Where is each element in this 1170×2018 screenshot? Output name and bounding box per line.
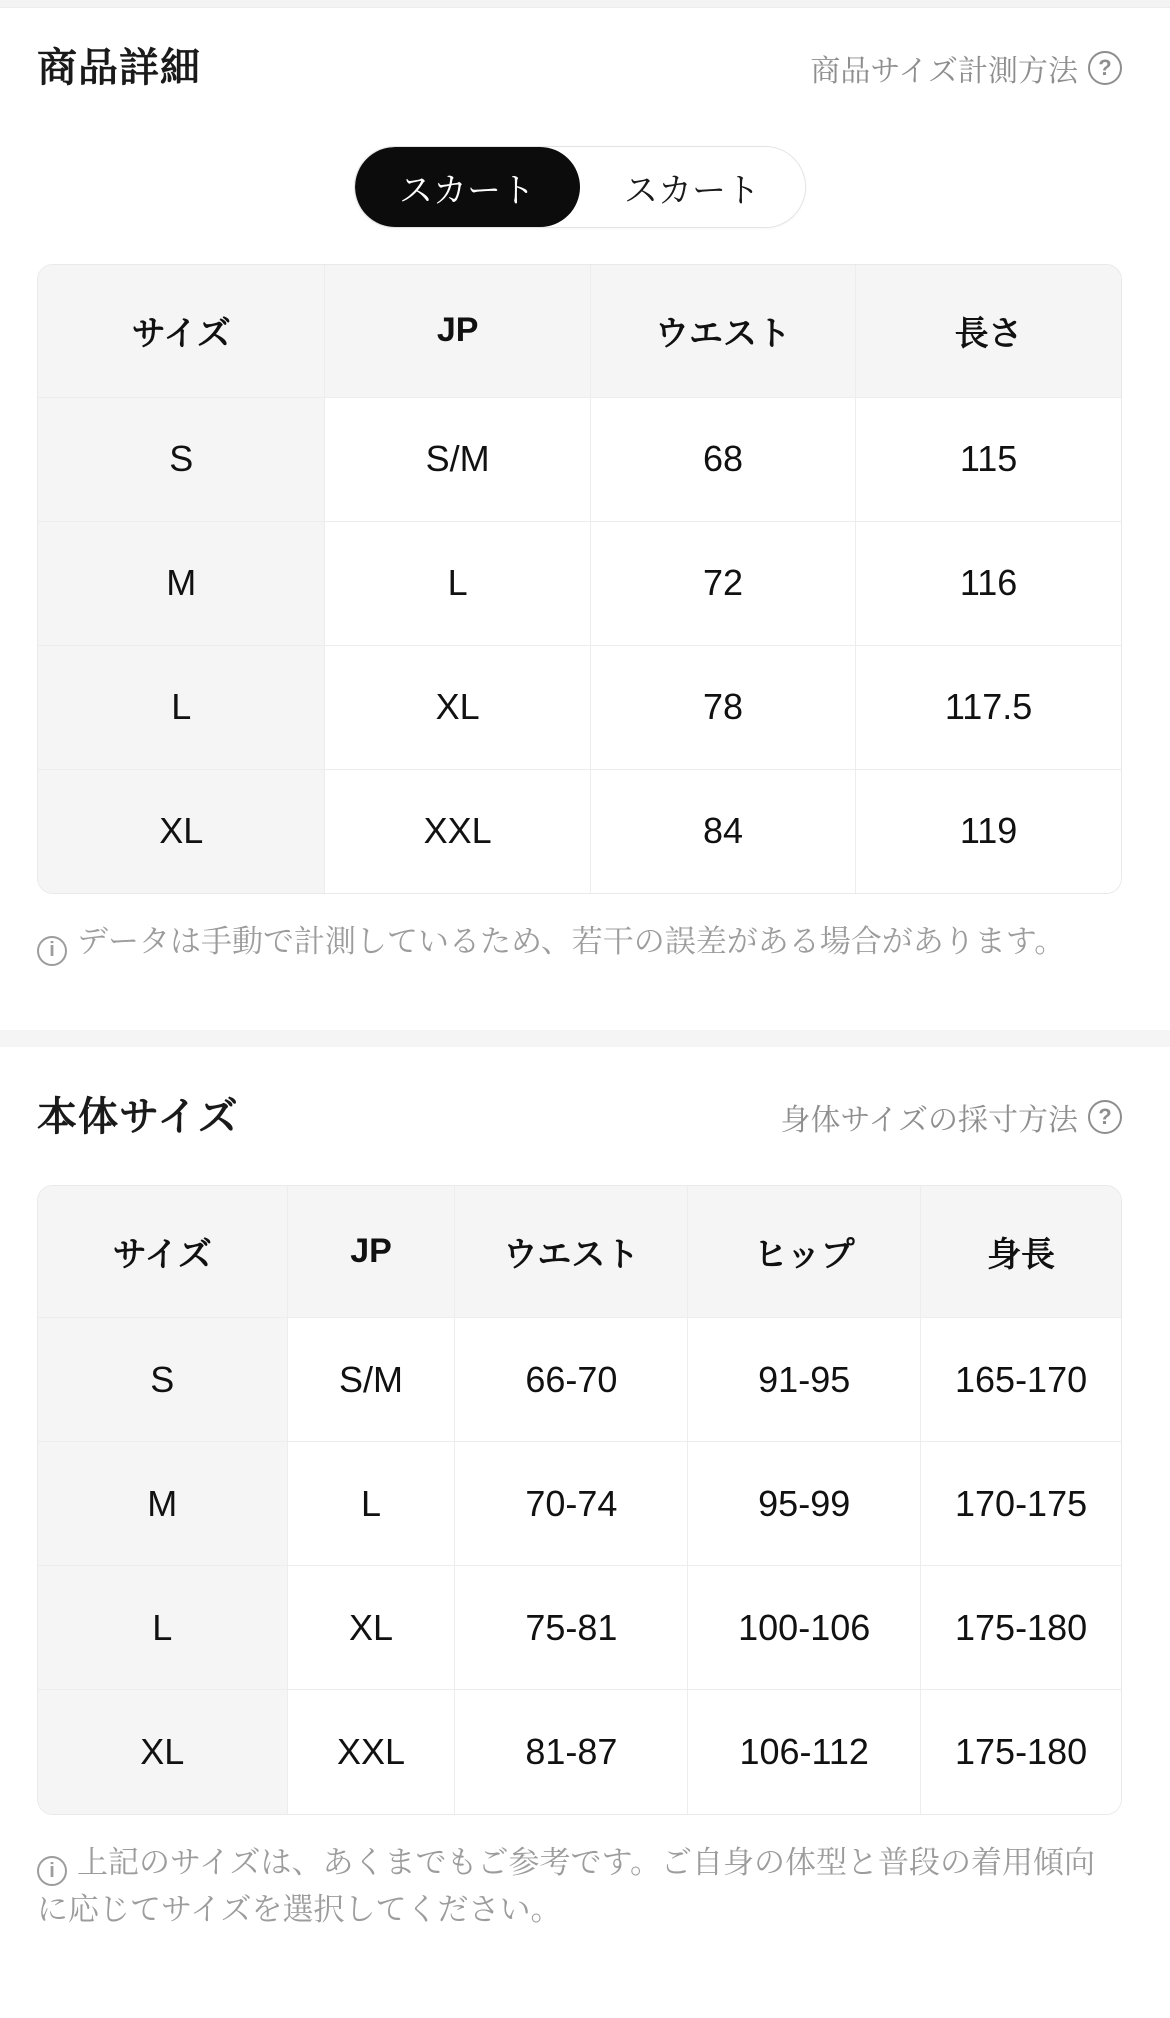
cell-waist: 70-74 — [455, 1442, 688, 1566]
cell-jp: XXL — [287, 1690, 455, 1814]
body-table-row-s — [38, 1318, 1121, 1442]
cell-height: 175-180 — [921, 1566, 1121, 1690]
body-size-note-text: 上記のサイズは、あくまでもご参考です。ご自身の体型と普段の着用傾向に応じてサイズを選択してください。 — [37, 1844, 1096, 1927]
col-header-hip: ヒップ — [688, 1186, 921, 1318]
product-size-table-card — [37, 264, 1122, 894]
product-section-header — [37, 8, 1122, 92]
toggle-option-skirt-selected[interactable]: スカート — [355, 147, 580, 227]
cell-size: L — [38, 1566, 287, 1690]
cell-hip: 91-95 — [688, 1318, 921, 1442]
body-measure-method-label: 身体サイズの採寸方法 — [780, 1103, 1078, 1137]
cell-waist: 75-81 — [455, 1566, 688, 1690]
col-header-jp: JP — [287, 1186, 455, 1318]
col-header-size: サイズ — [38, 265, 325, 397]
page-title-body-size: 本体サイズ — [37, 1094, 239, 1139]
body-size-table — [38, 1186, 1121, 1814]
cell-waist: 72 — [590, 521, 855, 645]
col-header-size: サイズ — [38, 1186, 287, 1318]
cell-jp: XXL — [325, 769, 590, 893]
cell-height: 170-175 — [921, 1442, 1121, 1566]
category-toggle-wrap — [37, 146, 1122, 228]
cell-waist: 81-87 — [455, 1690, 688, 1814]
product-size-table — [38, 265, 1121, 893]
cell-jp: XL — [325, 645, 590, 769]
cell-size: XL — [38, 769, 325, 893]
cell-waist: 68 — [590, 397, 855, 521]
category-toggle — [354, 146, 806, 228]
cell-size: XL — [38, 1690, 287, 1814]
product-table-row-xl — [38, 769, 1121, 893]
question-circle-icon: ? — [1088, 1100, 1122, 1134]
cell-jp: S/M — [287, 1318, 455, 1442]
question-circle-icon: ? — [1088, 51, 1122, 85]
cell-size: S — [38, 397, 325, 521]
cell-height: 175-180 — [921, 1690, 1121, 1814]
cell-jp: S/M — [325, 397, 590, 521]
section-divider-bar — [0, 1030, 1170, 1047]
cell-length: 117.5 — [856, 645, 1121, 769]
body-size-table-card — [37, 1185, 1122, 1815]
cell-length: 115 — [856, 397, 1121, 521]
cell-size: L — [38, 645, 325, 769]
product-measure-method-link[interactable] — [810, 46, 1122, 90]
product-table-row-s — [38, 397, 1121, 521]
top-divider-bar — [0, 0, 1170, 8]
cell-size: S — [38, 1318, 287, 1442]
info-circle-icon: i — [37, 936, 67, 966]
cell-length: 116 — [856, 521, 1121, 645]
product-detail-section — [0, 8, 1170, 966]
body-size-note — [37, 1839, 1122, 1934]
col-header-length: 長さ — [856, 265, 1121, 397]
cell-height: 165-170 — [921, 1318, 1121, 1442]
toggle-option-skirt[interactable]: スカート — [580, 147, 805, 227]
cell-size: M — [38, 1442, 287, 1566]
cell-size: M — [38, 521, 325, 645]
product-measure-note-text: データは手動で計測しているため、若干の誤差がある場合があります。 — [77, 924, 1066, 959]
body-measure-method-link[interactable] — [780, 1095, 1122, 1139]
col-header-jp: JP — [325, 265, 590, 397]
body-section-header — [37, 1047, 1122, 1141]
cell-waist: 66-70 — [455, 1318, 688, 1442]
cell-hip: 106-112 — [688, 1690, 921, 1814]
product-measure-note — [37, 918, 1122, 966]
cell-waist: 84 — [590, 769, 855, 893]
body-table-row-l — [38, 1566, 1121, 1690]
body-table-row-m — [38, 1442, 1121, 1566]
cell-waist: 78 — [590, 645, 855, 769]
col-header-waist: ウエスト — [455, 1186, 688, 1318]
page-title-product-detail: 商品詳細 — [37, 46, 201, 90]
body-table-header-row — [38, 1186, 1121, 1318]
col-header-height: 身長 — [921, 1186, 1121, 1318]
info-circle-icon: i — [37, 1856, 67, 1886]
body-table-row-xl — [38, 1690, 1121, 1814]
cell-jp: L — [325, 521, 590, 645]
cell-hip: 95-99 — [688, 1442, 921, 1566]
product-measure-method-label: 商品サイズ計測方法 — [810, 55, 1078, 88]
cell-hip: 100-106 — [688, 1566, 921, 1690]
col-header-waist: ウエスト — [590, 265, 855, 397]
cell-jp: L — [287, 1442, 455, 1566]
cell-jp: XL — [287, 1566, 455, 1690]
product-table-row-m — [38, 521, 1121, 645]
product-table-header-row — [38, 265, 1121, 397]
product-table-row-l — [38, 645, 1121, 769]
body-size-section — [0, 1047, 1170, 1934]
cell-length: 119 — [856, 769, 1121, 893]
